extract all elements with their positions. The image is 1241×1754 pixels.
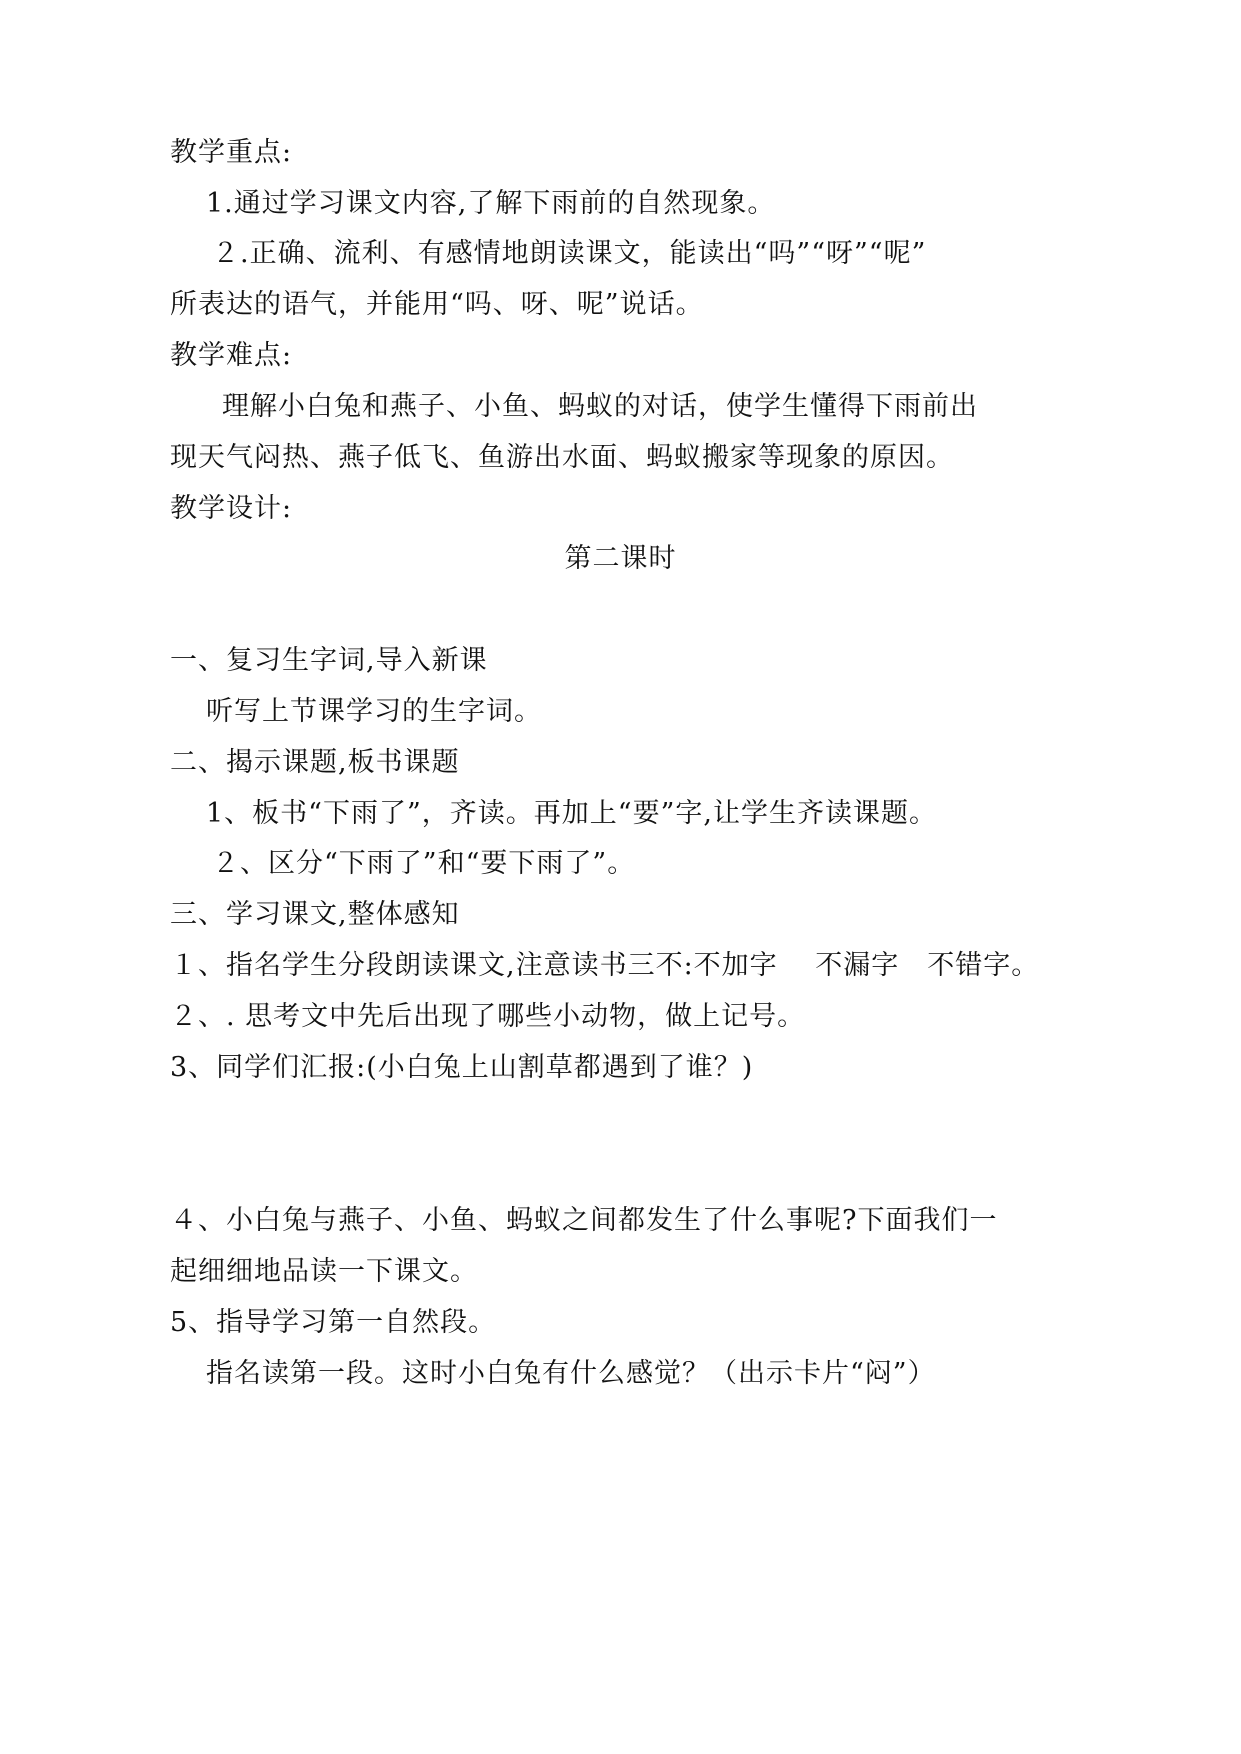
section-3-item-4-line-2: 起细细地品读一下课文。 <box>170 1256 478 1287</box>
section-2-item-2: ２、区分“下雨了”和“要下雨了”。 <box>212 848 636 879</box>
section-2-heading: 二、揭示课题,板书课题 <box>170 747 460 778</box>
section-1-heading: 一、复习生字词,导入新课 <box>170 645 488 676</box>
design-heading: 教学设计: <box>170 493 293 524</box>
section-3-item-1: １、指名学生分段朗读课文,注意读书三不:不加字 不漏字 不错字。 <box>170 950 1040 981</box>
section-3-item-3: 3、同学们汇报:(小白兔上山割草都遇到了谁？) <box>170 1052 754 1083</box>
section-3-item-5-text: 指名读第一段。这时小白兔有什么感觉？（出示卡片“闷”） <box>206 1358 936 1389</box>
lesson-title: 第二课时 <box>564 543 677 574</box>
section-3-item-4-line-1: ４、小白兔与燕子、小鱼、蚂蚁之间都发生了什么事呢?下面我们一 <box>170 1205 998 1236</box>
section-2-item-1: 1、板书“下雨了”，齐读。再加上“要”字,让学生齐读课题。 <box>206 798 937 829</box>
difficulty-text-line-1: 理解小白兔和燕子、小鱼、蚂蚁的对话，使学生懂得下雨前出 <box>222 391 978 422</box>
focus-item-2-line-1: ２.正确、流利、有感情地朗读课文，能读出“吗”“呀”“呢” <box>212 238 927 269</box>
section-3-item-5: 5、指导学习第一自然段。 <box>170 1307 497 1338</box>
difficulty-heading: 教学难点: <box>170 340 293 371</box>
section-1-text: 听写上节课学习的生字词。 <box>206 696 542 727</box>
focus-item-2-line-2: 所表达的语气，并能用“吗、呀、呢”说话。 <box>170 289 704 320</box>
difficulty-text-line-2: 现天气闷热、燕子低飞、鱼游出水面、蚂蚁搬家等现象的原因。 <box>170 442 954 473</box>
section-3-heading: 三、学习课文,整体感知 <box>170 899 460 930</box>
focus-item-1: 1.通过学习课文内容,了解下雨前的自然现象。 <box>206 188 776 219</box>
section-3-item-2: ２、. 思考文中先后出现了哪些小动物，做上记号。 <box>170 1001 806 1032</box>
focus-heading: 教学重点: <box>170 137 293 168</box>
